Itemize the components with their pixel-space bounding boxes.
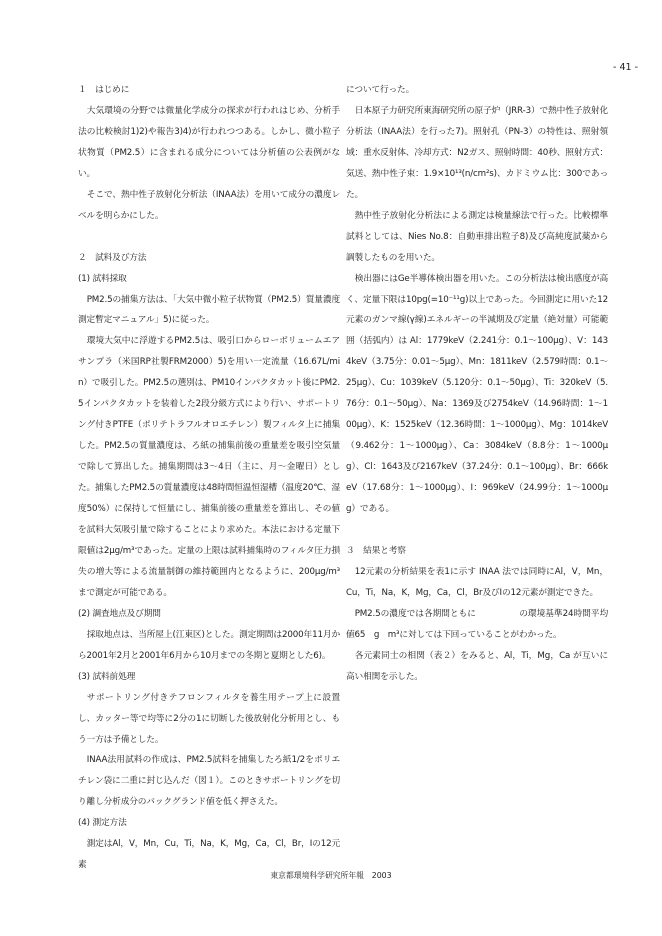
body-paragraph: 日本原子力研究所東海研究所の原子炉（JRR-3）で熱中性子放射化分析法（INAA法）を行った7)。照射孔（PN-3）の特性は、照射領域：重水反射体、冷却方式：N2ガス、照射時間：40秒、照射方式：気送、熱中性子束：1.9×10¹³(n/cm²s)、カドミウム比：300であった。 [346, 105, 608, 200]
section-heading: (4) 測定方法 [78, 818, 127, 829]
body-paragraph: INAA法用試料の作成は、PM2.5試料を捕集したろ紙1/2をポリエチレン袋に二重に封じ込んだ（図１）。このときサポートリングを切り離し分析成分のバックグランド値を低く押さえた。 [78, 755, 340, 808]
page-number: - 41 - [613, 62, 638, 73]
section-heading: １ はじめに [78, 85, 130, 95]
body-paragraph: 検出器にはGe半導体検出器を用いた。この分析法は検出感度が高く、定量下限は10pg(=10⁻¹¹g)以上であった。今回測定に用いた12元素のガンマ線(γ線)エネルギーの半減期及び定量（絶対量）可能範囲（括弧内）は Al：1779keV（2.241分：0.1～100μg）、V：1434keV（3.75分：0.01～5μg）、Mn：1811keV（2.579時間：0.1～25μg）、Cu：1039keV（5.120分：0.1～50μg）、Ti：320keV（5.76分：0.1～50μg）、Na：1369及び2754keV（14.96時間：1～100μg）、K：1525keV（12.36時間：1～1000μg）、Mg：1014keV（9.462分：1～1000μg）、Ca：3084keV（8.8分：1～1000μg）、Cl：1643及び2167keV（37.24分：0.1～100μg）、Br：666keV（17.68分：1～1000μg）、I：969keV（24.99分：1～1000μg）である。 [346, 273, 608, 515]
section-heading: について行った。 [346, 85, 415, 95]
body-paragraph: サポートリング付きテフロンフィルタを養生用テープ上に設置し、カッター等で均等に2分の1に切断した後放射化分析用とし、もう一方は予備とした。 [78, 692, 340, 745]
section-heading: ３ 結果と考察 [346, 545, 406, 556]
section-heading: ２ 試料及び方法 [78, 252, 147, 263]
body-paragraph: PM2.5の濃度では各期間ともに の環境基準24時間平均値65 g m³に対しては下回っていることがわかった。 [346, 608, 608, 640]
right-column [346, 80, 608, 688]
body-paragraph: 環境大気中に浮遊するPM2.5は、吸引口からローボリュームエアサンプラ（米国RP社製FRM2000）5)を用い一定流量（16.67L/min）で吸引した。PM2.5の選別は、PM10インパクタカット後にPM2.5インパクタカットを装着した2段分級方式により行い、サポートリング付きPTFE（ポリテトラフルオロエチレン）製フィルタ上に捕集した。PM2.5の質量濃度は、ろ紙の捕集前後の重量差を吸引空気量で除して算出した。捕集期間は3～4日（主に、月～金曜日）とした。捕集したPM2.5の質量濃度は48時間恒温恒湿槽（温度20℃、湿度50%）に保持して恒量にし、捕集前後の重量差を算出し、その値を試料大気吸引量で除することにより求めた。本法における定量下限値は2μg/m³であった。定量の上限は試料捕集時のフィルタ圧力損失の増大等による流量制御の維持範囲内となるように、200μg/m³まで測定が可能である。 [78, 336, 340, 598]
body-paragraph: 熱中性子放射化分析法による測定は検量線法で行った。比較標準試料としては、Nies No.8：自動車排出粒子8)及び高純度試薬から調製したものを用いた。 [346, 210, 608, 263]
body-paragraph: 採取地点は、当所屋上(江東区)とした。測定期間は2000年11月から2001年2月と2001年6月から10月までの冬期と夏期とした6)。 [78, 629, 340, 661]
paragraph-gap [78, 227, 340, 248]
body-paragraph: 各元素同士の相関（表２）をみると、Al，Ti，Mg，Ca が互いに高い相関を示した。 [346, 650, 608, 682]
body-paragraph: そこで、熱中性子放射化分析法（INAA法）を用いて成分の濃度レベルを明らかにした。 [78, 189, 340, 221]
paragraph-gap [346, 520, 608, 541]
section-heading: (3) 試料前処理 [78, 671, 136, 682]
body-paragraph: PM2.5の捕集方法は、「大気中微小粒子状物質（PM2.5）質量濃度測定暫定マニュアル」5)に従った。 [78, 294, 340, 326]
body-paragraph: 12元素の分析結果を表1に示す INAA 法では同時にAl，V，Mn，Cu，Ti，Na，K，Mg，Ca，Cl，Br及びIの12元素が測定できた。 [346, 566, 608, 598]
body-paragraph: 測定はAl，V，Mn，Cu，Ti，Na，K，Mg，Ca，Cl，Br，Iの12元素 [78, 839, 340, 871]
left-column [78, 80, 340, 876]
footer: 東京都環境科学研究所年報 2003 [270, 871, 392, 880]
body-paragraph: 大気環境の分野では微量化学成分の探求が行われはじめ、分析手法の比較検討1)2)や報告3)4)が行われつつある。しかし、微小粒子状物質（PM2.5）に含まれる成分については分析値の公表例がない。 [78, 105, 340, 179]
section-heading: (2) 調査地点及び期間 [78, 608, 161, 619]
section-heading: (1) 試料採取 [78, 273, 127, 284]
